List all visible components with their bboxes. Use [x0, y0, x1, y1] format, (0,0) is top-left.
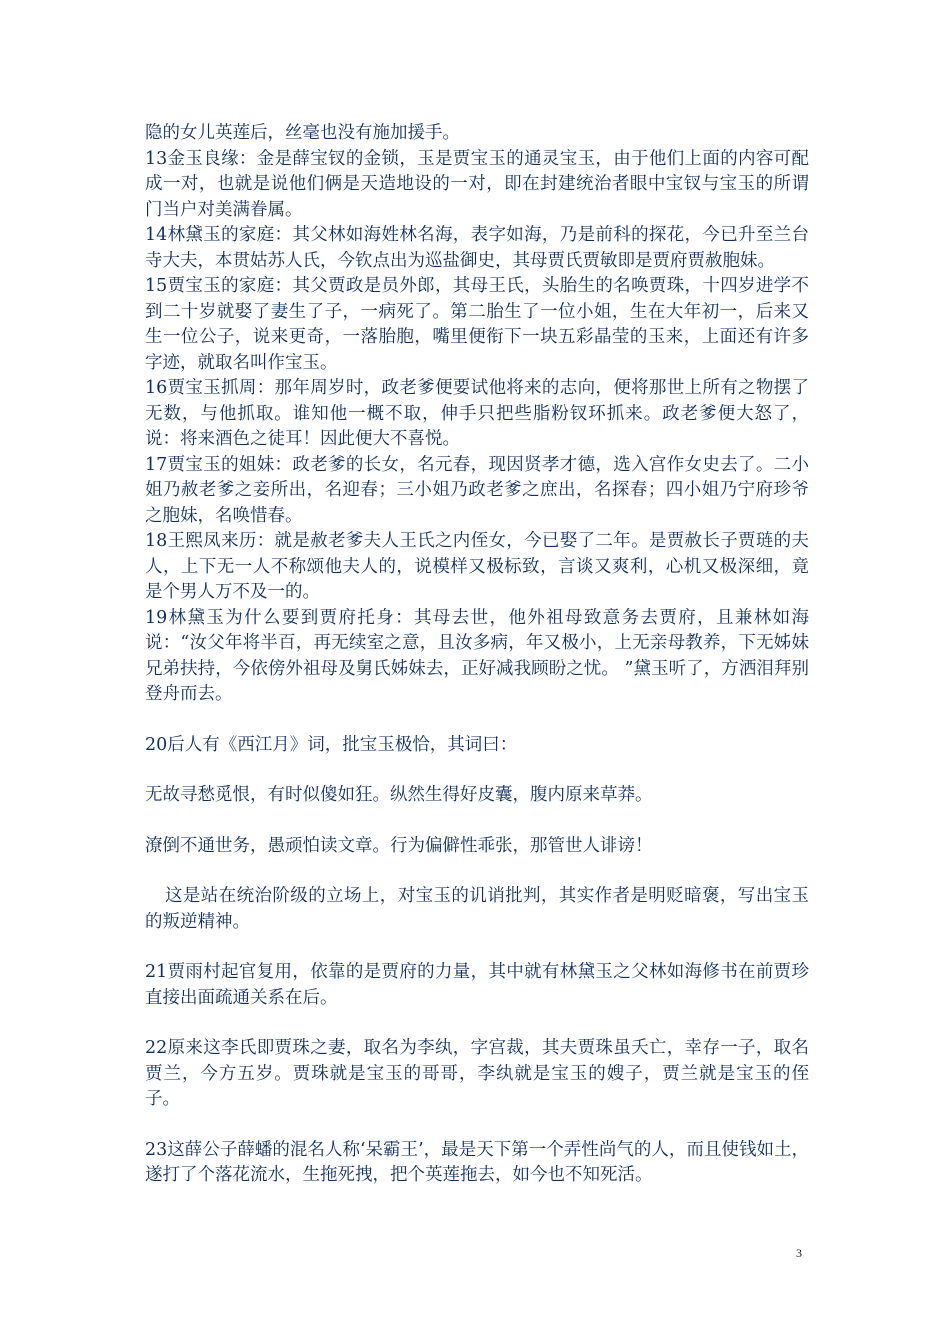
paragraph-23: 23这薛公子薛蟠的混名人称‘呆霸王’，最是天下第一个弄性尚气的人，而且使钱如土，遂打了个落花流水，生拖死拽，把个英莲拖去，如今也不知死活。 [145, 1139, 809, 1185]
spacer [145, 758, 809, 783]
spacer [145, 1011, 809, 1036]
paragraph-13: 13金玉良缘：金是薛宝钗的金锁，玉是贾宝玉的通灵宝玉，由于他们上面的内容可配成一对，也就是说他们俩是天造地设的一对，即在封建统治者眼中宝钗与宝玉的所谓门当户对美满眷属。 [145, 148, 809, 220]
verse-line-1: 无故寻愁觅恨，有时似傻如狂。纵然生得好皮囊，腹内原来草莽。 [145, 785, 653, 805]
paragraph-15: 15贾宝玉的家庭：其父贾政是员外郎，其母王氏，头胎生的名唤贾珠，十四岁进学不到二十岁就娶了妻生了子，一病死了。第二胎生了一位小姐，生在大年初一，后来又生一位公子，说来更奇，一落胎胞，嘴里便衔下一块五彩晶莹的玉来，上面还有许多字迹，就取名叫作宝玉。 [145, 276, 809, 373]
paragraph-19: 19林黛玉为什么要到贾府托身：其母去世，他外祖母致意务去贾府，且兼林如海说：“汝父年将半百，再无续室之意，且汝多病，年又极小，上无亲母教养，下无姊妹兄弟扶持，今依傍外祖母及舅氏姊妹去，正好减我顾盼之忧。 ”黛玉听了，方洒泪拜别登舟而去。 [145, 607, 809, 704]
page-number: 3 [796, 1246, 802, 1260]
paragraph-18: 18王熙凤来历：就是赦老爹夫人王氏之内侄女，今已娶了二年。是贾赦长子贾琏的夫人，上下无一人不称颂他夫人的，说模样又极标致，言谈又爽利，心机又极深细，竟是个男人万不及一的。 [145, 531, 809, 602]
spacer [145, 1113, 809, 1138]
paragraph-14: 14林黛玉的家庭：其父林如海姓林名海，表字如海，乃是前科的探花，今已升至兰台寺大夫，本贯姑苏人氏，今钦点出为巡盐御史，其母贾氏贾敏即是贾府贾赦胞妹。 [145, 225, 809, 271]
spacer [145, 935, 809, 960]
spacer [145, 809, 809, 834]
paragraph-16: 16贾宝玉抓周：那年周岁时，政老爹便要试他将来的志向，便将那世上所有之物摆了无数，与他抓取。谁知他一概不取，伸手只把些脂粉钗环抓来。政老爹便大怒了，说：将来酒色之徒耳！因此便大不喜悦。 [145, 378, 809, 449]
paragraph-22: 22原来这李氏即贾珠之妻，取名为李纨，字宫裁，其夫贾珠虽夭亡，幸存一子，取名贾兰，今方五岁。贾珠就是宝玉的哥哥，李纨就是宝玉的嫂子，贾兰就是宝玉的侄子。 [145, 1038, 809, 1109]
paragraph-17: 17贾宝玉的姐妹：政老爹的长女，名元春，现因贤孝才德，选入宫作女史去了。二小姐乃赦老爹之妾所出，名迎春；三小姐乃政老爹之庶出，名探春；四小姐乃宁府珍爷之胞妹，名唤惜春。 [145, 454, 809, 526]
paragraph-continued: 隐的女儿英莲后，丝毫也没有施加援手。 [145, 123, 460, 143]
spacer [145, 708, 809, 733]
paragraph-20: 20后人有《西江月》词，批宝玉极恰，其词曰： [145, 734, 518, 755]
spacer [145, 859, 809, 884]
page-body [145, 121, 809, 1189]
verse-line-2: 潦倒不通世务，愚顽怕读文章。行为偏僻性乖张，那管世人诽谤！ [145, 835, 653, 856]
paragraph-21: 21贾雨村起官复用，依靠的是贾府的力量，其中就有林黛玉之父林如海修书在前贾珍直接出面疏通关系在后。 [145, 962, 809, 1008]
commentary-paragraph: 这是站在统治阶级的立场上，对宝玉的讥诮批判，其实作者是明贬暗褒，写出宝玉的叛逆精神。 [145, 886, 809, 932]
